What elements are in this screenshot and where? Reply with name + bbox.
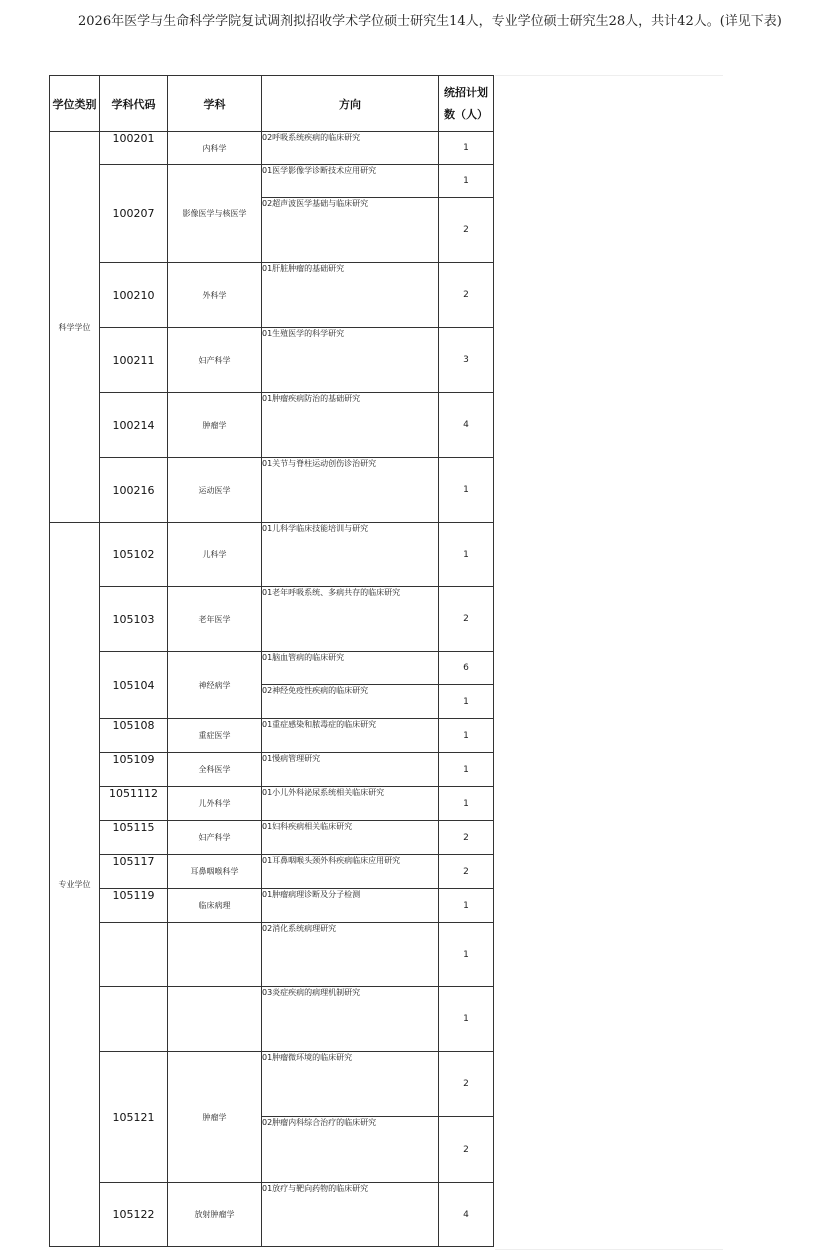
table-row: [50, 753, 494, 787]
table-row: [50, 889, 494, 923]
plan-count: 1: [439, 987, 494, 1052]
subject-code: 105103: [100, 587, 168, 652]
direction: 01肿瘤微环境的临床研究: [262, 1052, 439, 1117]
subject-code: 105117: [100, 855, 168, 889]
subject-name: 肿瘤学: [168, 393, 262, 458]
subject-code: 100211: [100, 328, 168, 393]
direction: 03炎症疾病的病理机制研究: [262, 987, 439, 1052]
subject-code: 100201: [100, 132, 168, 165]
subject-code: 105121: [100, 1052, 168, 1183]
subject-code: 105115: [100, 821, 168, 855]
table-row: [50, 1052, 494, 1117]
direction: 01生殖医学的科学研究: [262, 328, 439, 393]
subject-code: 100207: [100, 165, 168, 263]
plan-count: 4: [439, 1183, 494, 1247]
subject-name: 内科学: [168, 132, 262, 165]
header-plan-count: 统招计划数（人）: [439, 76, 494, 132]
subject-name: [168, 923, 262, 987]
table-row: [50, 393, 494, 458]
subject-code: 105104: [100, 652, 168, 719]
subject-name: 外科学: [168, 263, 262, 328]
direction: 02呼吸系统疾病的临床研究: [262, 132, 439, 165]
direction: 02肿瘤内科综合治疗的临床研究: [262, 1117, 439, 1183]
plan-count: 4: [439, 393, 494, 458]
intro-paragraph: 2026年医学与生命科学学院复试调剂拟招收学术学位硕士研究生14人，专业学位硕士研究生28人，共计42人。(详见下表): [78, 14, 782, 29]
direction: 02神经免疫性疾病的临床研究: [262, 685, 439, 719]
subject-code: 105119: [100, 889, 168, 923]
subject-name: 运动医学: [168, 458, 262, 523]
direction: 02消化系统病理研究: [262, 923, 439, 987]
subject-name: 重症医学: [168, 719, 262, 753]
subject-name: 全科医学: [168, 753, 262, 787]
plan-count: 1: [439, 685, 494, 719]
subject-name: [168, 987, 262, 1052]
subject-name: 耳鼻咽喉科学: [168, 855, 262, 889]
direction: 01肝脏肿瘤的基础研究: [262, 263, 439, 328]
direction: 01肿瘤病理诊断及分子检测: [262, 889, 439, 923]
table-row: [50, 132, 494, 165]
plan-count: 1: [439, 787, 494, 821]
table-row: [50, 263, 494, 328]
subject-name: 老年医学: [168, 587, 262, 652]
subject-code: [100, 987, 168, 1052]
table-row: [50, 821, 494, 855]
table-row: [50, 328, 494, 393]
direction: 01耳鼻咽喉头颈外科疾病临床应用研究: [262, 855, 439, 889]
plan-count: 2: [439, 1052, 494, 1117]
direction: 01关节与脊柱运动创伤诊治研究: [262, 458, 439, 523]
direction: 01放疗与靶向药物的临床研究: [262, 1183, 439, 1247]
direction: 01肿瘤疾病防治的基础研究: [262, 393, 439, 458]
table-row: [50, 652, 494, 685]
direction: 01脑血管病的临床研究: [262, 652, 439, 685]
table-row: [50, 523, 494, 587]
table-header-row: [50, 76, 494, 132]
subject-name: 神经病学: [168, 652, 262, 719]
table-row: [50, 923, 494, 987]
table-row: [50, 987, 494, 1052]
table-row: [50, 458, 494, 523]
divider: [495, 75, 723, 76]
header-category: 学位类别: [50, 76, 100, 132]
subject-name: 影像医学与核医学: [168, 165, 262, 263]
subject-name: 肿瘤学: [168, 1052, 262, 1183]
direction: 02超声波医学基础与临床研究: [262, 198, 439, 263]
plan-count: 1: [439, 889, 494, 923]
plan-count: 1: [439, 523, 494, 587]
plan-count: 2: [439, 821, 494, 855]
plan-count: 1: [439, 132, 494, 165]
table-row: [50, 855, 494, 889]
category-professional: 专业学位: [50, 523, 100, 1247]
subject-code: 100214: [100, 393, 168, 458]
table-row: [50, 719, 494, 753]
plan-count: 2: [439, 1117, 494, 1183]
subject-name: 妇产科学: [168, 821, 262, 855]
subject-code: 105122: [100, 1183, 168, 1247]
header-subject: 学科: [168, 76, 262, 132]
plan-count: 6: [439, 652, 494, 685]
table-row: [50, 787, 494, 821]
plan-count: 1: [439, 719, 494, 753]
subject-name: 妇产科学: [168, 328, 262, 393]
subject-code: 100216: [100, 458, 168, 523]
table-row: [50, 587, 494, 652]
plan-count: 3: [439, 328, 494, 393]
plan-count: 2: [439, 263, 494, 328]
header-code: 学科代码: [100, 76, 168, 132]
subject-code: 100210: [100, 263, 168, 328]
plan-count: 2: [439, 855, 494, 889]
subject-code: 105108: [100, 719, 168, 753]
direction: 01老年呼吸系统、多病共存的临床研究: [262, 587, 439, 652]
subject-name: 儿外科学: [168, 787, 262, 821]
table-row: [50, 1183, 494, 1247]
header-direction: 方向: [262, 76, 439, 132]
enrollment-plan-table: [49, 75, 494, 1247]
table-row: [50, 165, 494, 198]
subject-name: 放射肿瘤学: [168, 1183, 262, 1247]
direction: 01小儿外科泌尿系统相关临床研究: [262, 787, 439, 821]
subject-code: [100, 923, 168, 987]
category-academic: 科学学位: [50, 132, 100, 523]
direction: 01慢病管理研究: [262, 753, 439, 787]
subject-code: 1051112: [100, 787, 168, 821]
subject-name: 儿科学: [168, 523, 262, 587]
subject-code: 105102: [100, 523, 168, 587]
subject-code: 105109: [100, 753, 168, 787]
divider: [495, 1249, 723, 1250]
direction: 01儿科学临床技能培训与研究: [262, 523, 439, 587]
plan-count: 1: [439, 923, 494, 987]
plan-count: 1: [439, 165, 494, 198]
plan-count: 2: [439, 587, 494, 652]
direction: 01重症感染和脓毒症的临床研究: [262, 719, 439, 753]
subject-name: 临床病理: [168, 889, 262, 923]
direction: 01妇科疾病相关临床研究: [262, 821, 439, 855]
plan-count: 1: [439, 458, 494, 523]
direction: 01医学影像学诊断技术应用研究: [262, 165, 439, 198]
plan-count: 1: [439, 753, 494, 787]
plan-count: 2: [439, 198, 494, 263]
